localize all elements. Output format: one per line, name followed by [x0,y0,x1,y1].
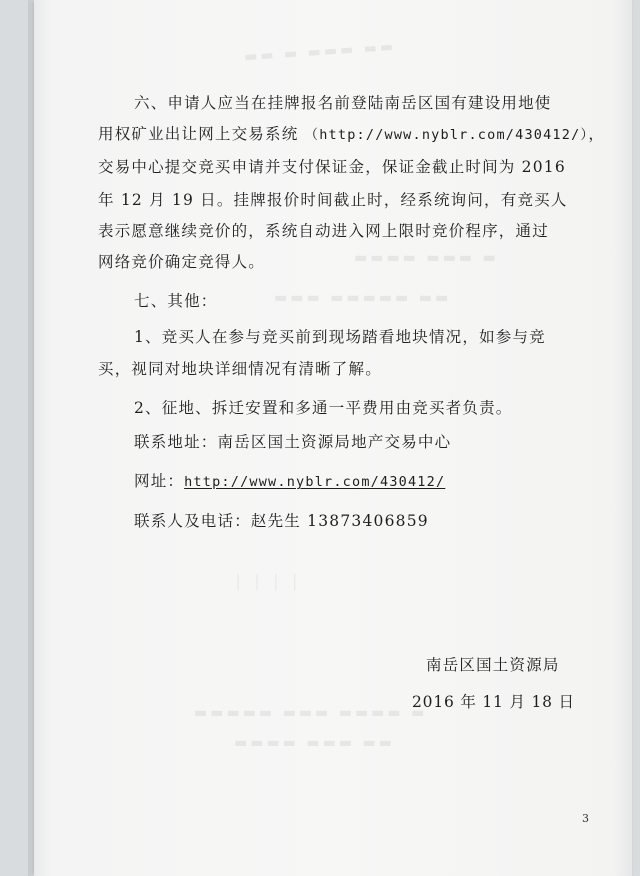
contact-address [134,432,451,452]
section7-item1-line1: 1、竞买人在参与竞买前到现场踏看地块情况，如参与竞 [134,328,546,346]
document-page [34,0,632,876]
contact-address-label: 联系地址： [134,433,218,451]
contact-person-value: 赵先生 13873406859 [250,512,429,530]
section7-item2: 2、征地、拆迁安置和多通一平费用由竞买者负责。 [134,399,513,417]
contact-person-label: 联系人及电话： [134,512,251,530]
contact-person [134,511,429,531]
bleed-through-decoration: ▬▬▬▬▬ ▬▬▬ ▬▬▬▬ ▬ [194,705,428,721]
bleed-through-decoration: ▬▬▬▬ ▬▬▬ ▬▬ [234,735,395,751]
section6-line3: 交易中心提交竞买申请并支付保证金，保证金截止时间为 2016 [98,158,566,176]
signature-org: 南岳区国土资源局 [426,656,560,674]
system-url-text: （http://www.nyblr.com/430412/） [304,127,589,143]
bleed-through-decoration: ▬▬▬▬ ▬▬▬ ▬ [354,250,499,266]
section6-line5: 表示愿意继续竞价的，系统自动进入网上限时竞价程序，通过 [98,222,549,240]
section6-line2-text: 用权矿业出让网上交易系统 [98,125,305,143]
section7-heading: 七、其他： [134,292,218,310]
bleed-through-decoration: ▬▬▬ ▬▬▬▬▬ ▬▬ [274,290,452,306]
section7-item1-line2: 买，视同对地块详细情况有清晰了解。 [98,360,382,378]
section6-line6: 网络竞价确定竞得人。 [98,253,266,271]
website-link[interactable]: http://www.nyblr.com/430412/ [184,474,446,490]
contact-address-value: 南岳区国土资源局地产交易中心 [217,433,452,451]
page-number: 3 [582,812,589,825]
section6-line4: 年 12 月 19 日。挂牌报价时间截止时，经系统询问，有竞买人 [98,191,568,209]
bleed-through-decoration: │ │ │ │ [234,575,303,591]
contact-website [134,471,445,492]
section6-line1: 六、申请人应当在挂牌报名前登陆南岳区国有建设用地使 [134,94,552,112]
section6-line2 [98,124,605,145]
section6-line2-end: ， [588,125,606,143]
contact-website-label: 网址： [134,472,185,490]
bleed-through-decoration: ▬▬ ▬ ▬▬▬ ▬▬ [243,38,397,66]
signature-date: 2016 年 11 月 18 日 [412,693,575,711]
